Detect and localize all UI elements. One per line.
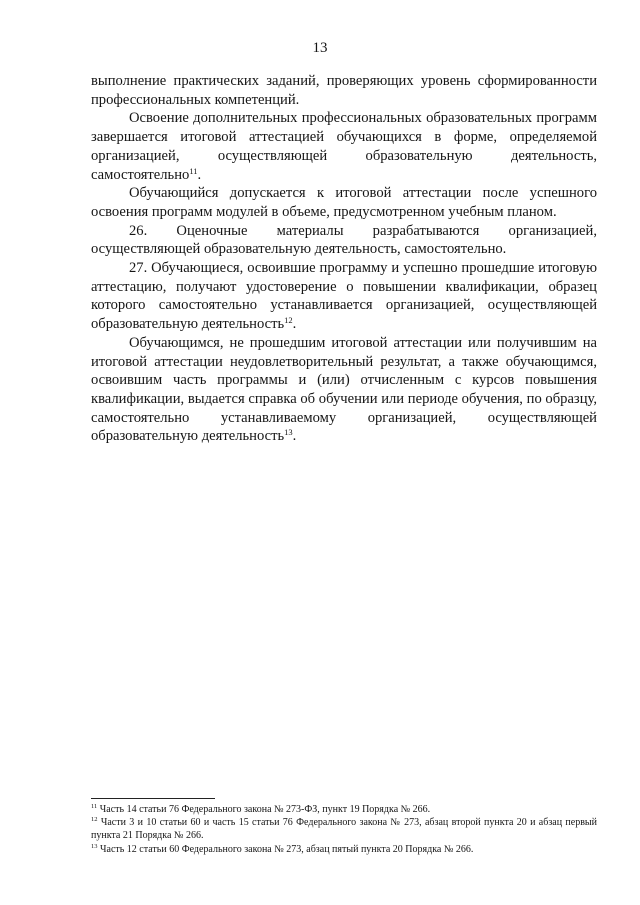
paragraph-text: Обучающийся допускается к итоговой аттестации после успешного освоения программ модулей в объеме, предусмотренном учебным планом. [91,185,597,220]
footnote-ref-12: 12 [284,315,293,326]
page-number: 13 [312,40,328,56]
paragraph-admission [91,184,597,221]
footnote-11 [91,803,597,816]
footnote-divider [91,798,215,799]
footnote-text: Части 3 и 10 статьи 60 и часть 15 статьи 76 Федерального закона № 273, абзац второй пункта 20 и абзац первый пункта 21 Порядка № 266. [91,817,597,842]
footnote-ref-13: 13 [284,427,293,438]
paragraph-text: Обучающимся, не прошедшим итоговой аттестации или получившим на итоговой аттестации неудовлетворительный результат, а также обучающимся, освоившим часть программы и (или) отчисленным с курсов повышения квалификации, выдается справка об обучении или периоде обучения, по образцу, самостоятельно устанавливаемому организацией, осуществляющей образовательную деятельность [91,334,597,445]
paragraph-tail: . [197,166,202,183]
paragraph-final-attestation [91,109,597,184]
footnote-marker: 11 [91,803,98,810]
paragraph-text: выполнение практических заданий, проверяющих уровень сформированности профессиональных компетенций. [91,73,597,108]
paragraph-certificate [91,334,597,446]
footnote-marker: 12 [91,816,98,824]
footnotes [91,803,597,856]
footnote-text: Часть 12 статьи 60 Федерального закона № 273, абзац пятый пункта 20 Порядка № 266. [100,843,474,855]
paragraph-text: 27. Обучающиеся, освоившие программу и успешно прошедшие итоговую аттестацию, получают удостоверение о повышении квалификации, образец которого самостоятельно устанавливается организацией, осуществляющей образовательную деятельность [91,260,597,333]
footnote-ref-11: 11 [189,165,198,176]
paragraph-text: 26. Оценочные материалы разрабатываются организацией, осуществляющей образовательную деятельность, самостоятельно. [91,222,597,258]
footnote-13 [91,843,597,856]
document-body [91,72,597,446]
paragraph-tail: . [292,428,297,445]
footnote-text: Часть 14 статьи 76 Федерального закона № 273-ФЗ, пункт 19 Порядка № 266. [99,804,431,815]
paragraph-item-26 [91,222,597,259]
paragraph-continuation [91,72,597,109]
footnote-12 [91,816,597,842]
paragraph-item-27 [91,259,597,334]
paragraph-tail: . [292,316,297,333]
paragraph-text: Освоение дополнительных профессиональных образовательных программ завершается итоговой аттестацией обучающихся в форме, определяемой организацией, осуществляющей образовательную деятельность, самостоятельно [91,110,597,183]
footnote-marker: 13 [91,842,98,850]
